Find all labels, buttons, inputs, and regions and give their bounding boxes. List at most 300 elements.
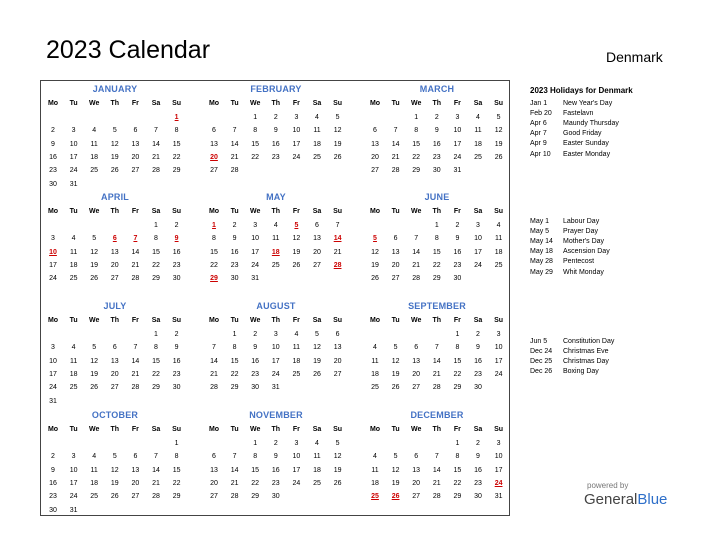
day-cell: 16 (271, 140, 280, 148)
day-cell: 3 (71, 453, 76, 461)
day-cell: 30 (251, 384, 260, 392)
day-cell: 15 (230, 357, 239, 365)
month-august (204, 301, 348, 405)
holiday-name: Christmas Eve (563, 348, 609, 356)
day-cell: 1 (434, 222, 439, 229)
day-cell: 19 (110, 479, 119, 487)
day-cell: 28 (391, 167, 400, 175)
day-cell: 9 (174, 344, 179, 352)
day-cell: 15 (412, 140, 421, 148)
day-cell: 18 (313, 140, 321, 148)
day-cell: 3 (51, 235, 55, 243)
day-cell: 9 (51, 466, 55, 474)
weekday-header: Th (432, 208, 442, 215)
day-cell: 2 (273, 440, 278, 447)
day-cell: 28 (230, 167, 239, 175)
day-cell: 11 (371, 357, 379, 365)
day-cell: 16 (251, 357, 260, 365)
day-cell: 21 (152, 479, 160, 487)
day-cell: 25 (313, 153, 321, 161)
day-cell: 13 (110, 248, 119, 256)
brand-logo[interactable] (584, 491, 667, 508)
holiday-day-cell: 6 (112, 235, 117, 243)
holiday-date: Dec 24 (530, 348, 553, 356)
day-cell: 16 (172, 248, 181, 256)
weekday-header: We (89, 317, 100, 324)
day-cell: 12 (494, 127, 503, 135)
holiday-date: Jun 5 (530, 338, 548, 345)
day-cell: 28 (152, 167, 160, 175)
day-cell: 8 (212, 235, 216, 243)
day-cell: 5 (315, 331, 319, 338)
day-cell: 27 (412, 384, 421, 392)
day-cell: 11 (371, 466, 379, 474)
day-cell: 2 (434, 114, 439, 121)
holiday-list-title: 2023 Holidays for Denmark (530, 86, 633, 95)
day-cell: 22 (453, 370, 462, 378)
day-cell: 18 (90, 479, 99, 487)
day-cell: 10 (69, 466, 78, 474)
day-cell: 24 (453, 153, 462, 161)
brand-text-blue: Blue (637, 491, 668, 508)
month-title: FEBRUARY (250, 84, 302, 94)
weekday-header: Sa (151, 208, 161, 215)
day-cell: 15 (432, 248, 441, 256)
day-cell: 26 (313, 370, 321, 378)
day-cell: 10 (292, 127, 301, 135)
day-cell: 4 (71, 344, 76, 352)
day-cell: 17 (292, 466, 301, 474)
day-cell: 29 (152, 384, 160, 392)
day-cell: 5 (335, 440, 340, 447)
holiday-date: May 28 (530, 258, 553, 266)
day-cell: 22 (152, 370, 160, 378)
day-cell: 1 (154, 331, 158, 338)
weekday-header: Tu (69, 100, 78, 107)
holiday-name: Good Friday (563, 130, 602, 138)
day-cell: 27 (131, 493, 140, 501)
day-cell: 21 (230, 479, 239, 487)
day-cell: 26 (333, 153, 342, 161)
day-cell: 6 (393, 235, 398, 243)
day-cell: 23 (271, 153, 280, 161)
day-cell: 27 (210, 167, 218, 175)
day-cell: 17 (474, 248, 482, 256)
weekday-header: Mo (47, 100, 59, 107)
weekday-header: Su (494, 208, 504, 215)
day-cell: 7 (393, 127, 398, 135)
day-cell: 26 (371, 275, 379, 283)
day-cell: 15 (172, 140, 181, 148)
weekday-header: Th (110, 317, 120, 324)
day-cell: 25 (69, 275, 78, 283)
day-cell: 19 (494, 140, 503, 148)
day-cell: 13 (371, 140, 379, 148)
day-cell: 19 (110, 153, 119, 161)
day-cell: 13 (333, 344, 342, 352)
day-cell: 27 (412, 493, 421, 501)
holiday-day-cell: 25 (371, 493, 379, 501)
day-cell: 2 (476, 331, 480, 338)
holiday-date: May 1 (530, 218, 550, 225)
weekday-header: Fr (453, 100, 461, 107)
day-cell: 6 (373, 127, 377, 135)
day-cell: 27 (210, 493, 218, 501)
day-cell: 7 (212, 344, 216, 352)
day-cell: 1 (154, 222, 158, 229)
day-cell: 8 (434, 235, 439, 243)
day-cell: 5 (112, 453, 117, 461)
holiday-day-cell: 14 (333, 235, 342, 243)
weekday-header: Th (110, 426, 120, 433)
day-cell: 17 (271, 357, 280, 365)
weekday-header: Tu (391, 426, 400, 433)
day-cell: 26 (110, 167, 119, 175)
weekday-header: Su (494, 317, 504, 324)
day-cell: 10 (271, 344, 280, 352)
weekday-header: Th (271, 426, 281, 433)
weekday-header: Fr (453, 208, 461, 215)
day-cell: 6 (133, 127, 138, 135)
day-cell: 22 (210, 261, 218, 269)
day-cell: 10 (49, 357, 57, 365)
day-cell: 31 (49, 397, 57, 405)
day-cell: 22 (432, 261, 441, 269)
day-cell: 3 (273, 331, 278, 338)
day-cell: 13 (131, 466, 140, 474)
day-cell: 1 (455, 440, 460, 447)
page-title: 2023 Calendar (46, 36, 211, 64)
day-cell: 17 (49, 370, 57, 378)
day-cell: 19 (371, 261, 379, 269)
day-cell: 4 (476, 114, 480, 121)
day-cell: 8 (232, 344, 237, 352)
day-cell: 21 (210, 370, 218, 378)
holiday-name: Easter Monday (563, 150, 611, 158)
country-label: Denmark (606, 49, 663, 65)
day-cell: 26 (292, 261, 301, 269)
day-cell: 21 (230, 153, 239, 161)
holiday-day-cell: 20 (210, 153, 218, 161)
day-cell: 11 (69, 357, 78, 365)
weekday-header: Fr (292, 317, 300, 324)
day-cell: 4 (315, 114, 319, 121)
day-cell: 26 (90, 275, 99, 283)
month-title: JANUARY (92, 84, 138, 94)
day-cell: 24 (69, 167, 78, 175)
day-cell: 29 (152, 275, 160, 283)
day-cell: 17 (292, 140, 301, 148)
day-cell: 22 (453, 479, 462, 487)
day-cell: 31 (453, 167, 462, 175)
day-cell: 24 (271, 370, 280, 378)
day-cell: 23 (49, 167, 57, 175)
day-cell: 13 (131, 140, 140, 148)
day-cell: 22 (251, 153, 260, 161)
day-cell: 7 (434, 453, 439, 461)
weekday-header: Fr (131, 100, 139, 107)
month-october (43, 410, 187, 514)
day-cell: 30 (49, 506, 57, 514)
day-cell: 23 (49, 493, 57, 501)
month-january (43, 84, 187, 188)
weekday-header: Su (172, 208, 182, 215)
day-cell: 8 (174, 453, 179, 461)
weekday-header: Tu (69, 426, 78, 433)
day-cell: 29 (172, 167, 181, 175)
weekday-header: Sa (151, 317, 161, 324)
day-cell: 9 (232, 235, 237, 243)
day-cell: 3 (253, 222, 258, 229)
weekday-header: Tu (230, 317, 239, 324)
day-cell: 23 (474, 479, 482, 487)
day-cell: 25 (90, 493, 99, 501)
weekday-header: Su (333, 426, 343, 433)
weekday-header: Th (271, 208, 281, 215)
weekday-header: Su (172, 100, 182, 107)
day-cell: 14 (230, 466, 239, 474)
month-title: JUNE (424, 192, 450, 202)
day-cell: 6 (414, 453, 419, 461)
day-cell: 19 (333, 140, 342, 148)
day-cell: 27 (131, 167, 140, 175)
day-cell: 8 (253, 127, 258, 135)
day-cell: 5 (393, 344, 398, 352)
weekday-header: Sa (312, 426, 322, 433)
day-cell: 24 (251, 261, 260, 269)
day-cell: 20 (313, 248, 321, 256)
day-cell: 10 (494, 344, 503, 352)
day-cell: 20 (371, 153, 379, 161)
day-cell: 1 (174, 440, 179, 447)
day-cell: 20 (110, 261, 119, 269)
holiday-date: Dec 26 (530, 368, 553, 376)
day-cell: 16 (453, 248, 462, 256)
weekday-header: Sa (473, 317, 483, 324)
holiday-date: Apr 6 (530, 120, 547, 128)
day-cell: 10 (494, 453, 503, 461)
day-cell: 18 (69, 370, 78, 378)
month-title: JULY (103, 301, 127, 311)
month-april (43, 192, 187, 296)
day-cell: 25 (474, 153, 482, 161)
day-cell: 24 (292, 153, 301, 161)
month-june (365, 192, 509, 296)
day-cell: 20 (391, 261, 400, 269)
holiday-day-cell: 10 (49, 248, 57, 256)
holiday-date: May 29 (530, 268, 553, 276)
day-cell: 18 (313, 466, 321, 474)
day-cell: 18 (371, 370, 379, 378)
day-cell: 13 (210, 140, 218, 148)
month-may (204, 192, 348, 296)
day-cell: 27 (110, 384, 119, 392)
day-cell: 4 (373, 453, 377, 461)
day-cell: 26 (110, 493, 119, 501)
weekday-header: Mo (47, 426, 59, 433)
day-cell: 28 (412, 275, 421, 283)
month-title: APRIL (101, 192, 129, 202)
day-cell: 22 (172, 153, 181, 161)
day-cell: 8 (174, 127, 179, 135)
day-cell: 25 (313, 479, 321, 487)
weekday-header: We (250, 208, 261, 215)
day-cell: 30 (432, 167, 441, 175)
day-cell: 13 (313, 235, 321, 243)
holiday-date: Feb 20 (530, 110, 552, 118)
day-cell: 4 (294, 331, 299, 338)
month-december (365, 410, 509, 514)
day-cell: 26 (90, 384, 99, 392)
day-cell: 17 (453, 140, 462, 148)
weekday-header: Fr (453, 426, 461, 433)
day-cell: 25 (90, 167, 99, 175)
day-cell: 5 (335, 114, 340, 121)
day-cell: 8 (154, 235, 158, 243)
day-cell: 17 (251, 248, 260, 256)
day-cell: 22 (230, 370, 239, 378)
weekday-header: Mo (208, 426, 220, 433)
day-cell: 16 (474, 357, 482, 365)
day-cell: 10 (474, 235, 482, 243)
day-cell: 21 (412, 261, 421, 269)
day-cell: 13 (391, 248, 400, 256)
holiday-date: May 14 (530, 238, 553, 246)
day-cell: 13 (412, 357, 421, 365)
weekday-header: Th (271, 317, 281, 324)
holiday-name: Pentecost (563, 258, 595, 266)
holiday-day-cell: 1 (174, 114, 179, 121)
holiday-name: Constitution Day (563, 338, 615, 345)
holiday-day-cell: 18 (271, 248, 280, 256)
day-cell: 2 (51, 453, 55, 461)
weekday-header: Su (333, 317, 343, 324)
weekday-header: Tu (69, 208, 78, 215)
day-cell: 15 (210, 248, 218, 256)
day-cell: 19 (90, 370, 99, 378)
weekday-header: Su (172, 426, 182, 433)
weekday-header: Sa (312, 317, 322, 324)
day-cell: 3 (496, 331, 501, 338)
day-cell: 24 (49, 384, 57, 392)
day-cell: 20 (333, 357, 342, 365)
day-cell: 9 (273, 127, 278, 135)
day-cell: 4 (315, 440, 319, 447)
day-cell: 14 (412, 248, 421, 256)
weekday-header: Tu (230, 426, 239, 433)
weekday-header: We (89, 208, 100, 215)
day-cell: 9 (253, 344, 258, 352)
day-cell: 6 (212, 453, 216, 461)
day-cell: 29 (432, 275, 441, 283)
day-cell: 5 (92, 235, 97, 243)
day-cell: 22 (172, 479, 181, 487)
holiday-date: May 5 (530, 228, 550, 236)
weekday-header: Fr (292, 426, 300, 433)
day-cell: 12 (371, 248, 379, 256)
day-cell: 1 (253, 440, 258, 447)
month-march (365, 84, 509, 188)
day-cell: 16 (432, 140, 441, 148)
holiday-day-cell: 28 (333, 261, 342, 269)
weekday-header: We (411, 100, 422, 107)
day-cell: 2 (51, 127, 55, 135)
day-cell: 14 (210, 357, 218, 365)
weekday-header: Sa (151, 100, 161, 107)
day-cell: 23 (432, 153, 441, 161)
day-cell: 7 (414, 235, 419, 243)
holiday-name: Easter Sunday (563, 140, 609, 148)
day-cell: 28 (152, 493, 160, 501)
day-cell: 17 (49, 261, 57, 269)
holiday-date: Jan 1 (530, 100, 548, 107)
day-cell: 6 (414, 344, 419, 352)
day-cell: 10 (69, 140, 78, 148)
day-cell: 1 (455, 331, 460, 338)
day-cell: 13 (412, 466, 421, 474)
day-cell: 12 (110, 140, 119, 148)
day-cell: 2 (232, 222, 237, 229)
day-cell: 18 (494, 248, 503, 256)
weekday-header: Sa (312, 208, 322, 215)
weekday-header: Sa (151, 426, 161, 433)
weekday-header: We (89, 426, 100, 433)
day-cell: 25 (69, 384, 78, 392)
day-cell: 14 (131, 357, 140, 365)
holiday-name: Christmas Day (563, 358, 609, 366)
holiday-day-cell: 5 (373, 235, 377, 243)
day-cell: 24 (292, 479, 301, 487)
day-cell: 31 (69, 180, 78, 188)
day-cell: 7 (232, 453, 237, 461)
day-cell: 12 (391, 357, 400, 365)
day-cell: 15 (453, 357, 462, 365)
day-cell: 14 (152, 466, 160, 474)
day-cell: 27 (391, 275, 400, 283)
day-cell: 19 (391, 370, 400, 378)
month-title: DECEMBER (410, 410, 464, 420)
day-cell: 30 (271, 493, 280, 501)
day-cell: 26 (391, 384, 400, 392)
day-cell: 2 (174, 222, 179, 229)
day-cell: 16 (474, 466, 482, 474)
day-cell: 28 (230, 493, 239, 501)
day-cell: 10 (453, 127, 462, 135)
day-cell: 6 (335, 331, 340, 338)
day-cell: 7 (335, 222, 340, 229)
day-cell: 12 (333, 127, 342, 135)
day-cell: 15 (152, 248, 160, 256)
day-cell: 11 (494, 235, 503, 243)
weekday-header: Th (432, 100, 442, 107)
weekday-header: We (411, 426, 422, 433)
weekday-header: We (411, 208, 422, 215)
day-cell: 2 (476, 440, 480, 447)
month-title: MARCH (419, 84, 455, 94)
day-cell: 23 (172, 261, 181, 269)
day-cell: 15 (251, 140, 260, 148)
day-cell: 15 (172, 466, 181, 474)
day-cell: 3 (496, 440, 501, 447)
day-cell: 3 (294, 440, 299, 447)
day-cell: 30 (474, 493, 482, 501)
day-cell: 2 (273, 114, 278, 121)
day-cell: 20 (412, 370, 421, 378)
day-cell: 3 (476, 222, 480, 229)
month-title: NOVEMBER (249, 410, 303, 420)
day-cell: 31 (271, 384, 280, 392)
weekday-header: Mo (47, 317, 59, 324)
